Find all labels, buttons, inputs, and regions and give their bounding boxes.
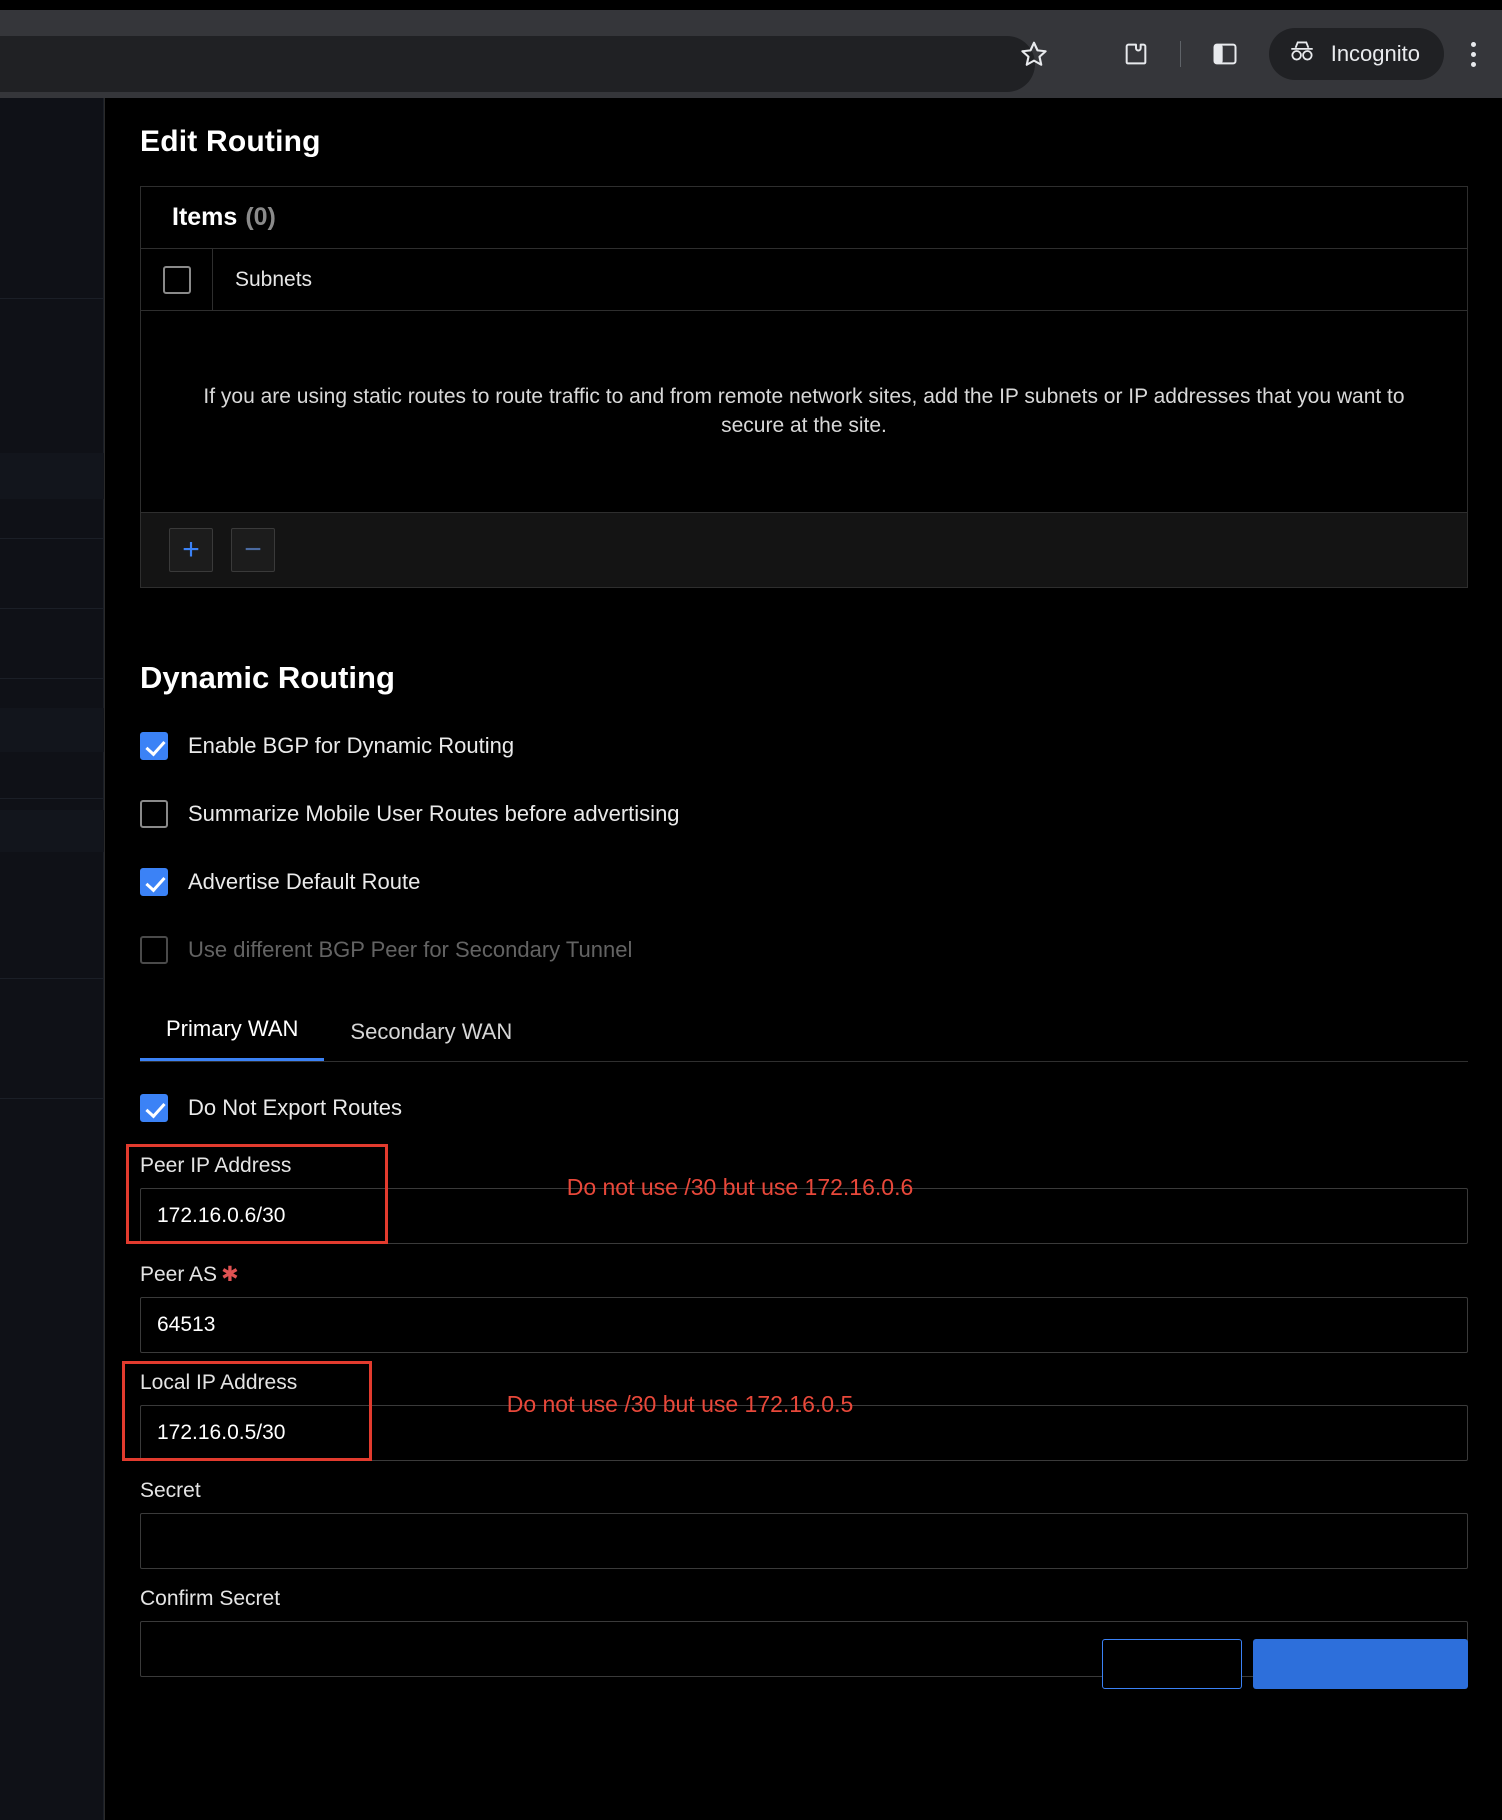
dialog-body <box>105 186 1502 1820</box>
select-all-cell[interactable] <box>141 249 213 311</box>
field-secret <box>140 1479 1468 1569</box>
dynamic-routing-title: Dynamic Routing <box>140 660 395 695</box>
field-local-ip-address <box>140 1371 1468 1461</box>
checkbox-row-summarize-routes[interactable] <box>140 786 1468 842</box>
do-not-export-routes-label: Do Not Export Routes <box>188 1095 402 1120</box>
edit-routing-dialog <box>104 98 1502 1820</box>
advertise-default-route-label: Advertise Default Route <box>188 869 421 894</box>
remove-subnet-button[interactable]: − <box>231 528 275 572</box>
more-menu-icon[interactable] <box>1450 42 1496 67</box>
different-bgp-peer-checkbox <box>140 936 168 964</box>
subnets-column-row <box>141 249 1467 311</box>
checkbox-row-enable-bgp[interactable] <box>140 718 1468 774</box>
extensions-icon[interactable] <box>1114 32 1158 76</box>
left-nav-rail[interactable] <box>0 98 104 1820</box>
toolbar-divider <box>1180 41 1181 67</box>
required-asterisk-icon: ✱ <box>221 1263 239 1286</box>
items-count: (0) <box>245 203 276 231</box>
checkbox-row-advertise-default-route[interactable] <box>140 854 1468 910</box>
address-bar[interactable] <box>0 36 1035 92</box>
peer-as-label-text: Peer AS <box>140 1263 218 1286</box>
side-panel-icon[interactable] <box>1203 32 1247 76</box>
enable-bgp-checkbox[interactable] <box>140 732 168 760</box>
incognito-icon <box>1287 38 1317 70</box>
items-toolbar <box>141 513 1467 587</box>
checkbox-row-different-bgp-peer <box>140 922 1468 978</box>
dialog-header <box>105 98 1502 186</box>
advertise-default-route-checkbox[interactable] <box>140 868 168 896</box>
peer-ip-address-label: Peer IP Address <box>140 1154 292 1177</box>
browser-toolbar <box>0 10 1502 98</box>
field-peer-ip-address <box>140 1154 1468 1244</box>
secret-input[interactable] <box>140 1513 1468 1569</box>
field-peer-as <box>140 1262 1468 1353</box>
column-header-subnets: Subnets <box>235 267 313 291</box>
select-all-checkbox[interactable] <box>163 266 191 294</box>
enable-bgp-label: Enable BGP for Dynamic Routing <box>188 733 515 758</box>
page-title: Edit Routing <box>140 125 321 158</box>
save-button[interactable] <box>1253 1639 1468 1689</box>
subnets-panel <box>140 186 1468 588</box>
peer-as-label <box>140 1262 1468 1287</box>
local-ip-address-label: Local IP Address <box>140 1371 298 1394</box>
checkbox-row-do-not-export[interactable] <box>140 1080 1468 1136</box>
star-icon[interactable] <box>1012 32 1056 76</box>
do-not-export-routes-checkbox[interactable] <box>140 1094 168 1122</box>
secret-label: Secret <box>140 1479 201 1502</box>
peer-ip-annotation: Do not use /30 but use 172.16.0.6 <box>566 1174 914 1200</box>
tab-primary-wan[interactable]: Primary WAN <box>140 1016 324 1061</box>
wan-tabs <box>140 1004 1468 1062</box>
confirm-secret-label: Confirm Secret <box>140 1587 281 1610</box>
cancel-button[interactable] <box>1102 1639 1242 1689</box>
window-top-strip <box>0 0 1502 10</box>
different-bgp-peer-label: Use different BGP Peer for Secondary Tunnel <box>188 937 633 962</box>
field-confirm-secret <box>140 1587 1468 1677</box>
incognito-indicator[interactable] <box>1269 28 1444 80</box>
incognito-label: Incognito <box>1330 41 1420 66</box>
empty-state-message: If you are using static routes to route traffic to and from remote network sites, add the IP subnets or IP addresses that you want to secure at the site. <box>203 385 1405 437</box>
items-header <box>141 187 1467 249</box>
peer-as-input[interactable] <box>140 1297 1468 1353</box>
items-heading: Items <box>172 203 238 231</box>
empty-state <box>141 311 1467 513</box>
tab-secondary-wan[interactable]: Secondary WAN <box>350 1019 513 1044</box>
summarize-routes-checkbox[interactable] <box>140 800 168 828</box>
summarize-routes-label: Summarize Mobile User Routes before advertising <box>188 801 680 826</box>
local-ip-annotation: Do not use /30 but use 172.16.0.5 <box>506 1391 854 1417</box>
add-subnet-button[interactable]: + <box>169 528 213 572</box>
